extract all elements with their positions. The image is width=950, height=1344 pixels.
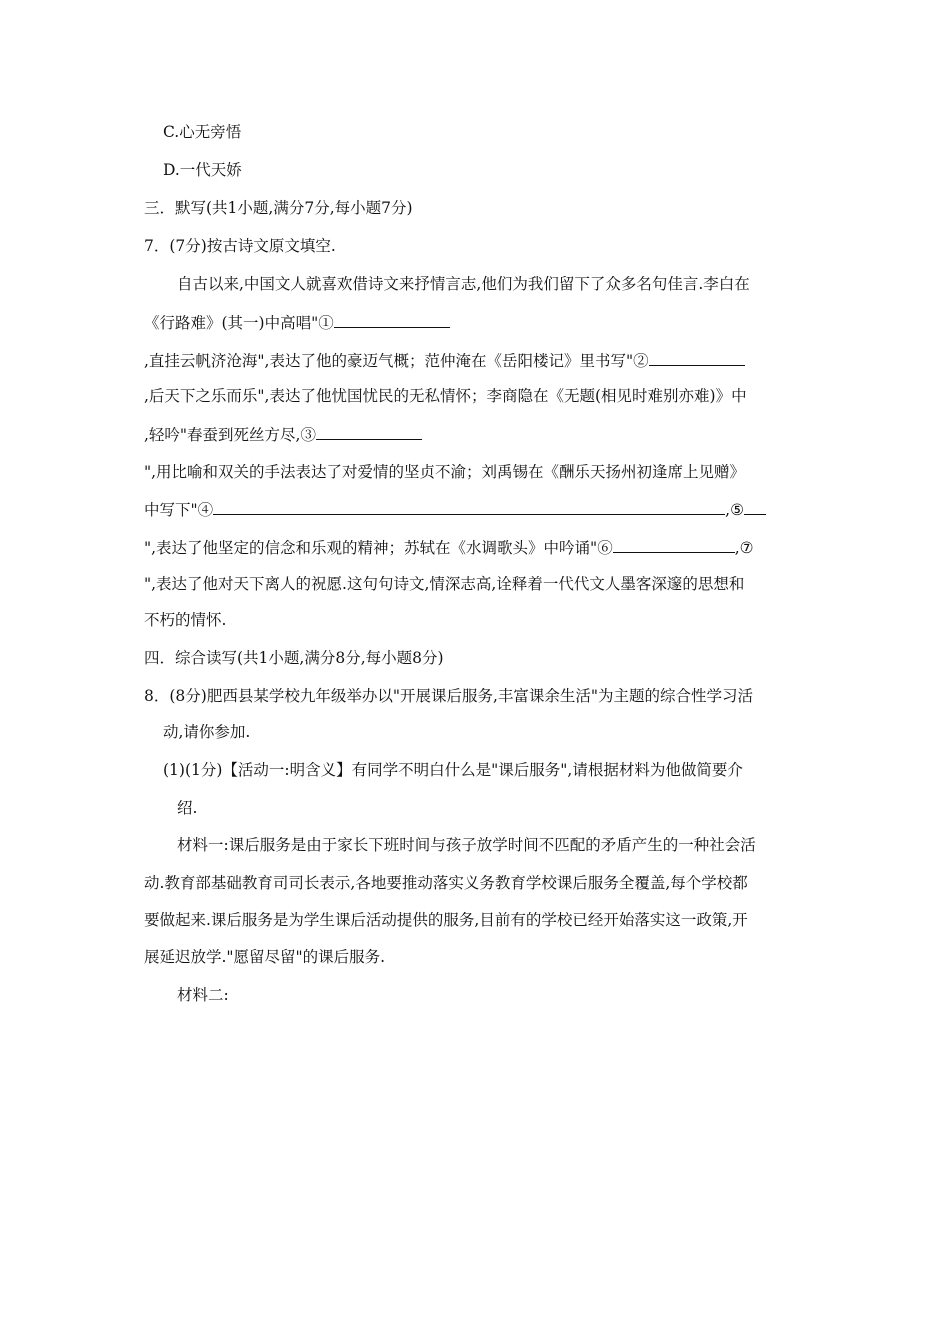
passage-line [144, 499, 766, 520]
material-1-line: 要做起来.课后服务是为学生课后活动提供的服务,目前有的学校已经开始落实这一政策,开 [144, 911, 748, 929]
passage-text: ,直挂云帆济沧海",表达了他的豪迈气概；范仲淹在《岳阳楼记》里书写"② [144, 352, 649, 370]
material-1-line: 材料一:课后服务是由于家长下班时间与孩子放学时间不匹配的矛盾产生的一种社会活 [177, 836, 756, 854]
passage-line: ",表达了他对天下离人的祝愿.这句句诗文,情深志高,诠释着一代代文人墨客深邃的思想和 [144, 575, 745, 593]
passage-text: ,⑤ [725, 501, 744, 519]
material-1-line: 展延迟放学."愿留尽留"的课后服务. [144, 948, 386, 966]
passage-line [144, 537, 754, 558]
passage-text: 《行路难》(其一)中高唱"① [144, 314, 334, 332]
answer-blank-5[interactable] [744, 499, 766, 515]
passage-line: 自古以来,中国文人就喜欢借诗文来抒情言志,他们为我们留下了众多名句佳言.李白在 [177, 275, 750, 293]
answer-blank-1[interactable] [334, 312, 450, 328]
section-4-heading: 四．综合读写(共1小题,满分8分,每小题8分) [144, 649, 444, 667]
passage-line: ",用比喻和双关的手法表达了对爱情的坚贞不渝；刘禹锡在《酬乐天扬州初逢席上见赠》 [144, 463, 746, 481]
passage-line: ,后天下之乐而乐",表达了他忧国忧民的无私情怀；李商隐在《无题(相见时难别亦难)》中 [144, 387, 747, 405]
passage-line [144, 312, 450, 333]
passage-text: ,⑦ [734, 539, 754, 557]
question-8-stem: 8．(8分)肥西县某学校九年级举办以"开展课后服务,丰富课余生活"为主题的综合性学习活 [144, 687, 754, 705]
answer-blank-4[interactable] [213, 499, 725, 515]
answer-blank-3[interactable] [316, 424, 422, 440]
passage-text: ,轻吟"春蚕到死丝方尽,③ [144, 426, 316, 444]
subquestion-1: (1)(1分)【活动一:明含义】有同学不明白什么是"课后服务",请根据材料为他做简要介 [163, 761, 743, 779]
section-3-heading: 三．默写(共1小题,满分7分,每小题7分) [144, 199, 413, 217]
option-d: D.一代天娇 [163, 161, 242, 179]
passage-line [144, 350, 745, 371]
passage-line: 不朽的情怀. [144, 611, 227, 629]
passage-text: 中写下"④ [144, 501, 214, 519]
question-7-stem: 7．(7分)按古诗文原文填空. [144, 237, 336, 255]
answer-blank-2[interactable] [649, 350, 745, 366]
passage-line [144, 424, 422, 445]
option-c: C.心无旁悟 [163, 123, 242, 141]
material-1-line: 动.教育部基础教育司司长表示,各地要推动落实义务教育学校课后服务全覆盖,每个学校都 [144, 874, 748, 892]
question-8-stem-cont: 动,请你参加. [163, 723, 251, 741]
answer-blank-6[interactable] [613, 537, 735, 553]
passage-text: ",表达了他坚定的信念和乐观的精神；苏轼在《水调歌头》中吟诵"⑥ [144, 539, 613, 557]
subquestion-1-cont: 绍. [177, 799, 198, 817]
material-2-label: 材料二: [177, 986, 229, 1004]
